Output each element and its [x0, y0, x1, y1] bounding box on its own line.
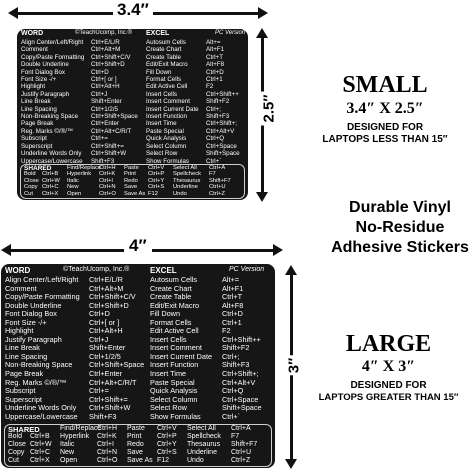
shortcut-name: Highlight: [5, 326, 34, 336]
shared-title-spacer: [30, 425, 60, 433]
shared-shortcut-name: Italic: [67, 177, 79, 184]
shortcut-keys: Ctrl+Alt+M: [89, 283, 124, 293]
word-shortcut-row: [21, 69, 145, 76]
shortcut-keys: Shift+F3: [91, 157, 115, 165]
small-width-arrow-left-head: [8, 7, 18, 19]
shared-shortcut-name: Find/Replace: [60, 425, 102, 432]
excel-shortcut-row: [146, 150, 246, 157]
shortcut-keys: Ctrl+Alt+C/R/T: [89, 377, 137, 387]
word-shortcut-list: [5, 276, 149, 421]
small-width-label: 3.4″: [113, 0, 153, 20]
shared-shortcut-keys: Ctrl+O: [97, 456, 118, 464]
shared-shortcut-name: Print: [124, 171, 136, 178]
shortcut-keys: Ctrl+;: [222, 351, 240, 361]
shortcut-keys: Ctrl+`: [206, 157, 222, 165]
shortcut-name: Insert Current Date: [146, 105, 199, 113]
shortcut-keys: Ctrl+Alt+H: [91, 83, 120, 91]
shortcut-name: Underline Words Only: [5, 403, 77, 413]
shortcut-keys: Ctrl+Shift+Space: [91, 113, 138, 121]
material-line-1: Durable Vinyl: [349, 199, 451, 216]
word-shortcut-row: [21, 91, 145, 98]
shared-shortcut-name: Close: [24, 177, 39, 184]
shortcut-keys: Ctrl+1: [206, 76, 223, 84]
shortcut-name: Comment: [21, 46, 48, 54]
shared-shortcuts-box: [4, 424, 272, 467]
shared-shortcut-name: Save: [124, 184, 138, 191]
shared-shortcut-keys: Ctrl+H: [99, 165, 116, 171]
large-height-arrow-bottom-head: [285, 459, 297, 469]
shared-shortcut-keys: Ctrl+U: [231, 448, 252, 456]
shortcut-name: Reg. Marks ©/®/™: [5, 377, 67, 387]
small-width-arrow-right-head: [258, 7, 268, 19]
shortcut-name: Uppercase/Lowercase: [21, 157, 83, 165]
word-shortcut-list: [21, 39, 145, 165]
shared-shortcut-name: Underline: [173, 184, 198, 191]
small-note-line-2: LAPTOPS LESS THAN 15″: [322, 134, 448, 145]
small-height-arrow-bottom-head: [256, 192, 268, 202]
shared-shortcut-keys: F12: [157, 456, 170, 464]
shortcut-name: Copy/Paste Formatting: [5, 292, 80, 302]
shared-shortcut-name: Spellcheck: [187, 432, 221, 440]
shared-header: SHARED: [24, 165, 52, 172]
shortcut-keys: Ctrl+D: [91, 68, 109, 76]
shortcut-name: Quick Analysis: [150, 386, 198, 396]
shortcut-name: Edit Active Cell: [146, 83, 188, 91]
excel-shortcut-row: [150, 413, 272, 422]
shared-shortcut-grid: [24, 165, 242, 197]
shortcut-keys: Ctrl+Enter: [89, 369, 123, 379]
shortcut-keys: Ctrl+Shift++: [206, 90, 239, 98]
shortcut-name: Reg. Marks ©/®/™: [21, 127, 74, 135]
excel-shortcut-row: [146, 135, 246, 142]
shortcut-name: Insert Comment: [150, 343, 202, 353]
shortcut-name: Line Break: [5, 343, 40, 353]
shared-shortcut-keys: Ctrl+X: [30, 456, 50, 464]
pc-version-label: PC Version: [229, 266, 265, 273]
shortcut-name: Font Dialog Box: [21, 68, 66, 76]
shortcut-keys: Ctrl+Shift+Space: [89, 360, 145, 370]
shared-title-spacer: [8, 425, 30, 433]
shared-shortcut-name: Paste: [127, 425, 145, 432]
shared-shortcut-keys: Ctrl+K: [97, 432, 117, 440]
shortcut-keys: Ctrl+[ or ]: [91, 76, 117, 84]
word-shortcut-row: [21, 83, 145, 90]
shortcut-name: Uppercase/Lowercase: [5, 411, 78, 421]
shortcut-keys: Ctrl+Shift+W: [91, 150, 127, 158]
large-note-line-2: LAPTOPS GREATER THAN 15″: [318, 392, 459, 403]
shared-shortcut-name: Spellcheck: [173, 171, 202, 178]
word-shortcut-row: [21, 46, 145, 53]
shared-shortcut-name: Bold: [8, 432, 23, 440]
large-width-label: 4″: [124, 236, 152, 256]
shortcut-keys: Ctrl+T: [206, 53, 224, 61]
shortcut-keys: Ctrl+Shift+=: [91, 142, 124, 150]
shortcut-name: Highlight: [21, 83, 46, 91]
shortcut-name: Superscript: [5, 394, 42, 404]
shared-shortcut-keys: Ctrl+Z: [209, 190, 225, 197]
shortcut-keys: Ctrl+Space: [206, 142, 237, 150]
word-header: WORD: [5, 266, 31, 275]
shortcut-keys: Ctrl+E/L/R: [91, 39, 120, 46]
shortcut-name: Copy/Paste Formatting: [21, 53, 85, 61]
shortcut-name: Quick Analysis: [146, 135, 187, 143]
excel-header: EXCEL: [150, 266, 177, 275]
shared-shortcut-keys: Ctrl+B: [30, 432, 50, 440]
shortcut-keys: Alt+F8: [222, 300, 244, 310]
shared-shortcut-keys: Ctrl+S: [157, 448, 177, 456]
shortcut-name: Insert Function: [150, 360, 199, 370]
shared-shortcut-name: Paste: [124, 165, 139, 171]
shared-shortcut-keys: Ctrl+W: [30, 440, 52, 448]
shortcut-keys: Ctrl+=: [89, 386, 109, 396]
shortcut-name: Select Column: [150, 394, 198, 404]
shared-shortcut-name: Underline: [187, 448, 217, 456]
shortcut-keys: Shift+Enter: [89, 343, 126, 353]
shared-shortcut-name: Cut: [8, 456, 19, 464]
shared-shortcut-keys: Ctrl+Y: [157, 440, 177, 448]
word-shortcut-row: [21, 128, 145, 135]
large-sticker: [1, 264, 275, 468]
shared-shortcut-keys: Ctrl+S: [148, 184, 165, 191]
shortcut-keys: Shift+F2: [206, 98, 230, 106]
word-shortcut-row: [21, 143, 145, 150]
shared-shortcut-name: Save As: [124, 190, 146, 197]
shortcut-keys: Ctrl+J: [89, 334, 109, 344]
shortcut-name: Show Formulas: [146, 157, 189, 165]
shortcut-name: Format Cells: [150, 317, 192, 327]
material-line-2: No-Residue: [355, 219, 445, 236]
shortcut-keys: Ctrl+Q: [206, 135, 225, 143]
shortcut-keys: Ctrl+Q: [222, 386, 244, 396]
shortcut-name: Comment: [5, 283, 37, 293]
shortcut-keys: Ctrl+E/L/R: [89, 275, 123, 284]
shortcut-name: Insert Cells: [150, 334, 187, 344]
shortcut-keys: Shift+Space: [206, 150, 240, 158]
excel-shortcut-row: [146, 128, 246, 135]
shared-shortcut-name: Thesaurus: [187, 440, 221, 448]
shortcut-keys: Ctrl+Shift+W: [89, 403, 131, 413]
shortcut-keys: Ctrl+D: [206, 68, 224, 76]
shortcut-name: Create Chart: [146, 46, 182, 54]
shared-shortcut-grid: [8, 425, 269, 465]
shortcut-keys: Ctrl+Alt+H: [89, 326, 123, 336]
excel-shortcut-row: [146, 120, 246, 127]
word-shortcut-row: [21, 61, 145, 68]
shortcut-name: Underline Words Only: [21, 150, 82, 158]
shortcut-keys: Ctrl+Shift+;: [222, 369, 259, 379]
large-size: 4″ X 3″: [361, 358, 416, 375]
shared-shortcut-keys: Ctrl+W: [42, 177, 60, 184]
shared-shortcut-keys: Ctrl+I: [97, 440, 114, 448]
shortcut-keys: Alt+F8: [206, 61, 225, 69]
shortcut-keys: Ctrl+D: [222, 309, 243, 319]
excel-shortcut-list: [146, 39, 246, 165]
shortcut-keys: Ctrl+1: [222, 317, 242, 327]
shared-shortcut-keys: Ctrl+P: [157, 432, 177, 440]
shortcut-keys: Ctrl+1/2/5: [89, 351, 121, 361]
shared-shortcut-keys: Ctrl+A: [231, 425, 251, 432]
shortcut-keys: Ctrl+`: [222, 411, 241, 421]
shortcut-name: Show Formulas: [150, 411, 201, 421]
shortcut-name: Align Center/Left/Right: [21, 39, 84, 46]
shortcut-keys: Shift+F3: [222, 360, 250, 370]
shortcut-keys: Ctrl+Shift+D: [89, 300, 129, 310]
excel-shortcut-row: [146, 83, 246, 90]
shared-header: SHARED: [8, 425, 40, 434]
excel-header: EXCEL: [146, 30, 170, 37]
shortcut-keys: F2: [206, 83, 214, 91]
excel-shortcut-row: [146, 91, 246, 98]
shared-shortcut-keys: F7: [209, 171, 216, 178]
shortcut-name: Justify Paragraph: [21, 90, 70, 98]
shared-shortcut-name: Open: [67, 190, 82, 197]
excel-shortcut-row: [146, 61, 246, 68]
shortcut-name: Non-Breaking Space: [21, 113, 79, 121]
shortcut-name: Select Row: [146, 150, 178, 158]
excel-shortcut-row: [146, 143, 246, 150]
shortcut-name: Format Cells: [146, 76, 182, 84]
shortcut-keys: Ctrl+Alt+C/R/T: [91, 127, 132, 135]
shortcut-keys: Alt+=: [206, 39, 221, 46]
large-height-arrow-top-head: [285, 265, 297, 275]
shared-shortcut-keys: Ctrl+C: [42, 184, 59, 191]
shortcut-keys: Ctrl+Shift+C/V: [91, 53, 131, 61]
shortcut-keys: Ctrl+Shift+D: [91, 61, 125, 69]
excel-shortcut-row: [146, 39, 246, 46]
shared-shortcut-name: Save: [127, 448, 143, 456]
shortcut-name: Paste Special: [150, 377, 195, 387]
shortcut-name: Edit Active Cell: [150, 326, 199, 336]
shortcut-keys: Ctrl+1/2/5: [91, 105, 118, 113]
shortcut-keys: F2: [222, 326, 231, 336]
small-height-label: 2.5″: [261, 91, 278, 125]
shared-shortcut-keys: Ctrl+U: [209, 184, 226, 191]
shortcut-name: Align Center/Left/Right: [5, 275, 79, 284]
word-shortcut-row: [21, 106, 145, 113]
small-height-arrow-top-head: [256, 28, 268, 38]
small-sticker: [17, 29, 248, 200]
word-header: WORD: [21, 30, 44, 37]
shared-shortcut-name: Close: [8, 440, 26, 448]
excel-shortcut-row: [146, 113, 246, 120]
shortcut-name: Double Underline: [21, 61, 69, 69]
shared-shortcut-name: Redo: [127, 440, 144, 448]
shortcut-name: Edit/Exit Macro: [146, 61, 188, 69]
large-height-label: 3″: [285, 357, 303, 374]
shared-shortcut-keys: Shift+F7: [231, 440, 258, 448]
shortcut-keys: Shift+Space: [222, 403, 262, 413]
excel-shortcut-row: [146, 76, 246, 83]
shared-shortcut-keys: Ctrl+C: [30, 448, 51, 456]
excel-shortcut-row: [146, 54, 246, 61]
excel-shortcut-list: [150, 276, 272, 421]
shared-shortcut-keys: F12: [148, 190, 158, 197]
shortcut-keys: Ctrl+T: [222, 292, 243, 302]
shared-shortcut-name: Italic: [60, 440, 75, 448]
shortcut-name: Double Underline: [5, 300, 62, 310]
shared-shortcut-name: Select All: [173, 165, 197, 171]
shared-shortcuts-box: [20, 164, 245, 199]
shortcut-name: Font Size -/+: [5, 317, 47, 327]
shared-shortcut-keys: Shift+F7: [209, 177, 231, 184]
shortcut-name: Create Table: [146, 53, 181, 61]
word-shortcut-row: [21, 150, 145, 157]
word-shortcut-row: [21, 120, 145, 127]
excel-shortcut-row: [146, 69, 246, 76]
small-title: SMALL: [342, 72, 428, 98]
excel-shortcut-row: [146, 46, 246, 53]
word-shortcut-row: [21, 135, 145, 142]
brand-text: ©TeachUcomp, Inc.®: [75, 30, 132, 36]
shortcut-name: Insert Time: [146, 120, 177, 128]
shortcut-keys: Ctrl+Shift++: [222, 334, 261, 344]
shortcut-keys: Ctrl+Shift+C/V: [89, 292, 136, 302]
shared-shortcut-name: Save As: [127, 456, 153, 464]
shared-shortcut-keys: Ctrl+B: [42, 171, 59, 178]
small-note-line-1: DESIGNED FOR: [346, 122, 424, 133]
shortcut-keys: Shift+F3: [206, 113, 230, 121]
shared-shortcut-keys: Ctrl+H: [97, 425, 118, 432]
shortcut-keys: Ctrl+Shift+;: [206, 120, 237, 128]
shared-shortcut-name: New: [60, 448, 75, 456]
pc-version-label: PC Version: [215, 30, 246, 36]
shared-shortcut-keys: Ctrl+O: [99, 190, 116, 197]
shortcut-keys: Alt+F1: [206, 46, 225, 54]
shortcut-keys: Shift+F3: [89, 411, 117, 421]
shared-shortcut-name: Copy: [24, 184, 38, 191]
shared-shortcut-name: Undo: [187, 456, 204, 464]
shortcut-keys: Ctrl+Space: [222, 394, 259, 404]
large-note-line-1: DESIGNED FOR: [350, 380, 427, 391]
shared-shortcut-name: Redo: [124, 177, 138, 184]
shortcut-name: Edit/Exit Macro: [150, 300, 200, 310]
word-shortcut-row: [21, 76, 145, 83]
shortcut-keys: Ctrl+;: [206, 105, 221, 113]
shortcut-name: Line Break: [21, 98, 51, 106]
shared-shortcut-name: Thesaurus: [173, 177, 201, 184]
shortcut-keys: Alt+F1: [222, 283, 244, 293]
word-shortcut-row: [21, 113, 145, 120]
shortcut-name: Autosum Cells: [146, 39, 186, 46]
word-shortcut-row: [21, 54, 145, 61]
shared-shortcut-keys: Ctrl+I: [99, 177, 114, 184]
shortcut-name: Create Table: [150, 292, 192, 302]
shared-shortcut-name: Hyperlink: [60, 432, 90, 440]
shared-shortcut-keys: Ctrl+Y: [148, 177, 165, 184]
shared-shortcut-keys: Ctrl+Z: [231, 456, 251, 464]
shortcut-keys: Alt+=: [222, 275, 240, 284]
shortcut-name: Subscript: [21, 135, 47, 143]
shared-shortcut-keys: Ctrl+V: [148, 165, 165, 171]
shortcut-name: Autosum Cells: [150, 275, 198, 284]
large-width-arrow-left-head: [1, 244, 11, 256]
shortcut-name: Line Spacing: [5, 351, 48, 361]
shared-shortcut-keys: Ctrl+V: [157, 425, 177, 432]
word-shortcut-row: [5, 413, 149, 422]
shared-shortcut-name: Print: [127, 432, 142, 440]
shortcut-keys: Shift+Enter: [91, 98, 122, 106]
shortcut-name: Page Break: [5, 369, 44, 379]
shared-shortcut-keys: Ctrl+P: [148, 171, 165, 178]
shortcut-name: Font Size -/+: [21, 76, 57, 84]
shortcut-name: Select Row: [150, 403, 187, 413]
shared-shortcut-name: Copy: [8, 448, 25, 456]
shortcut-keys: Ctrl+Alt+V: [206, 127, 235, 135]
large-width-arrow-right-head: [273, 244, 283, 256]
shortcut-name: Line Spacing: [21, 105, 57, 113]
shortcut-name: Justify Paragraph: [5, 334, 62, 344]
shortcut-name: Paste Special: [146, 127, 184, 135]
shortcut-name: Fill Down: [150, 309, 181, 319]
shared-shortcut-name: Bold: [24, 171, 36, 178]
shortcut-name: Insert Time: [150, 369, 187, 379]
shared-shortcut-keys: Ctrl+X: [42, 190, 59, 197]
shortcut-keys: Ctrl+[ or ]: [89, 317, 120, 327]
shared-shortcut-name: Hyperlink: [67, 171, 92, 178]
shortcut-name: Fill Down: [146, 68, 172, 76]
shared-shortcut-keys: Ctrl+K: [99, 171, 116, 178]
shared-shortcut-keys: F7: [231, 432, 240, 440]
shortcut-keys: Ctrl+Alt+M: [91, 46, 121, 54]
word-shortcut-row: [21, 39, 145, 46]
shortcut-keys: Ctrl+Shift+=: [89, 394, 128, 404]
material-line-3: Adhesive Stickers: [331, 239, 469, 256]
shared-shortcut-name: Select All: [187, 425, 216, 432]
shortcut-keys: Ctrl+J: [91, 90, 108, 98]
shortcut-keys: Shift+F2: [222, 343, 250, 353]
shared-shortcut-keys: Ctrl+A: [209, 165, 226, 171]
shortcut-name: Insert Function: [146, 113, 187, 121]
small-size: 3.4″ X 2.5″: [346, 100, 424, 117]
shortcut-keys: Ctrl+Alt+V: [222, 377, 256, 387]
shortcut-keys: Ctrl+D: [89, 309, 110, 319]
shortcut-name: Insert Current Date: [150, 351, 213, 361]
shortcut-name: Create Chart: [150, 283, 192, 293]
shared-shortcut-name: Cut: [24, 190, 34, 197]
brand-text: ©TeachUcomp, Inc.®: [63, 266, 130, 273]
shortcut-keys: Ctrl+Enter: [91, 120, 120, 128]
shared-shortcut-name: Find/Replace: [67, 165, 102, 171]
shortcut-name: Insert Comment: [146, 98, 191, 106]
shortcut-name: Superscript: [21, 142, 53, 150]
excel-shortcut-row: [146, 98, 246, 105]
shortcut-name: Font Dialog Box: [5, 309, 57, 319]
shared-shortcut-name: Undo: [173, 190, 187, 197]
shared-shortcut-name: New: [67, 184, 79, 191]
word-shortcut-row: [21, 98, 145, 105]
shared-shortcut-keys: Ctrl+N: [97, 448, 118, 456]
large-title: LARGE: [345, 331, 432, 357]
shared-shortcut-keys: Ctrl+N: [99, 184, 116, 191]
shortcut-keys: Ctrl+=: [91, 135, 108, 143]
shortcut-name: Subscript: [5, 386, 36, 396]
shortcut-name: Insert Cells: [146, 90, 177, 98]
excel-shortcut-row: [146, 106, 246, 113]
shortcut-name: Select Column: [146, 142, 187, 150]
shortcut-name: Non-Breaking Space: [5, 360, 73, 370]
shared-shortcut-name: Open: [60, 456, 78, 464]
shortcut-name: Page Break: [21, 120, 54, 128]
